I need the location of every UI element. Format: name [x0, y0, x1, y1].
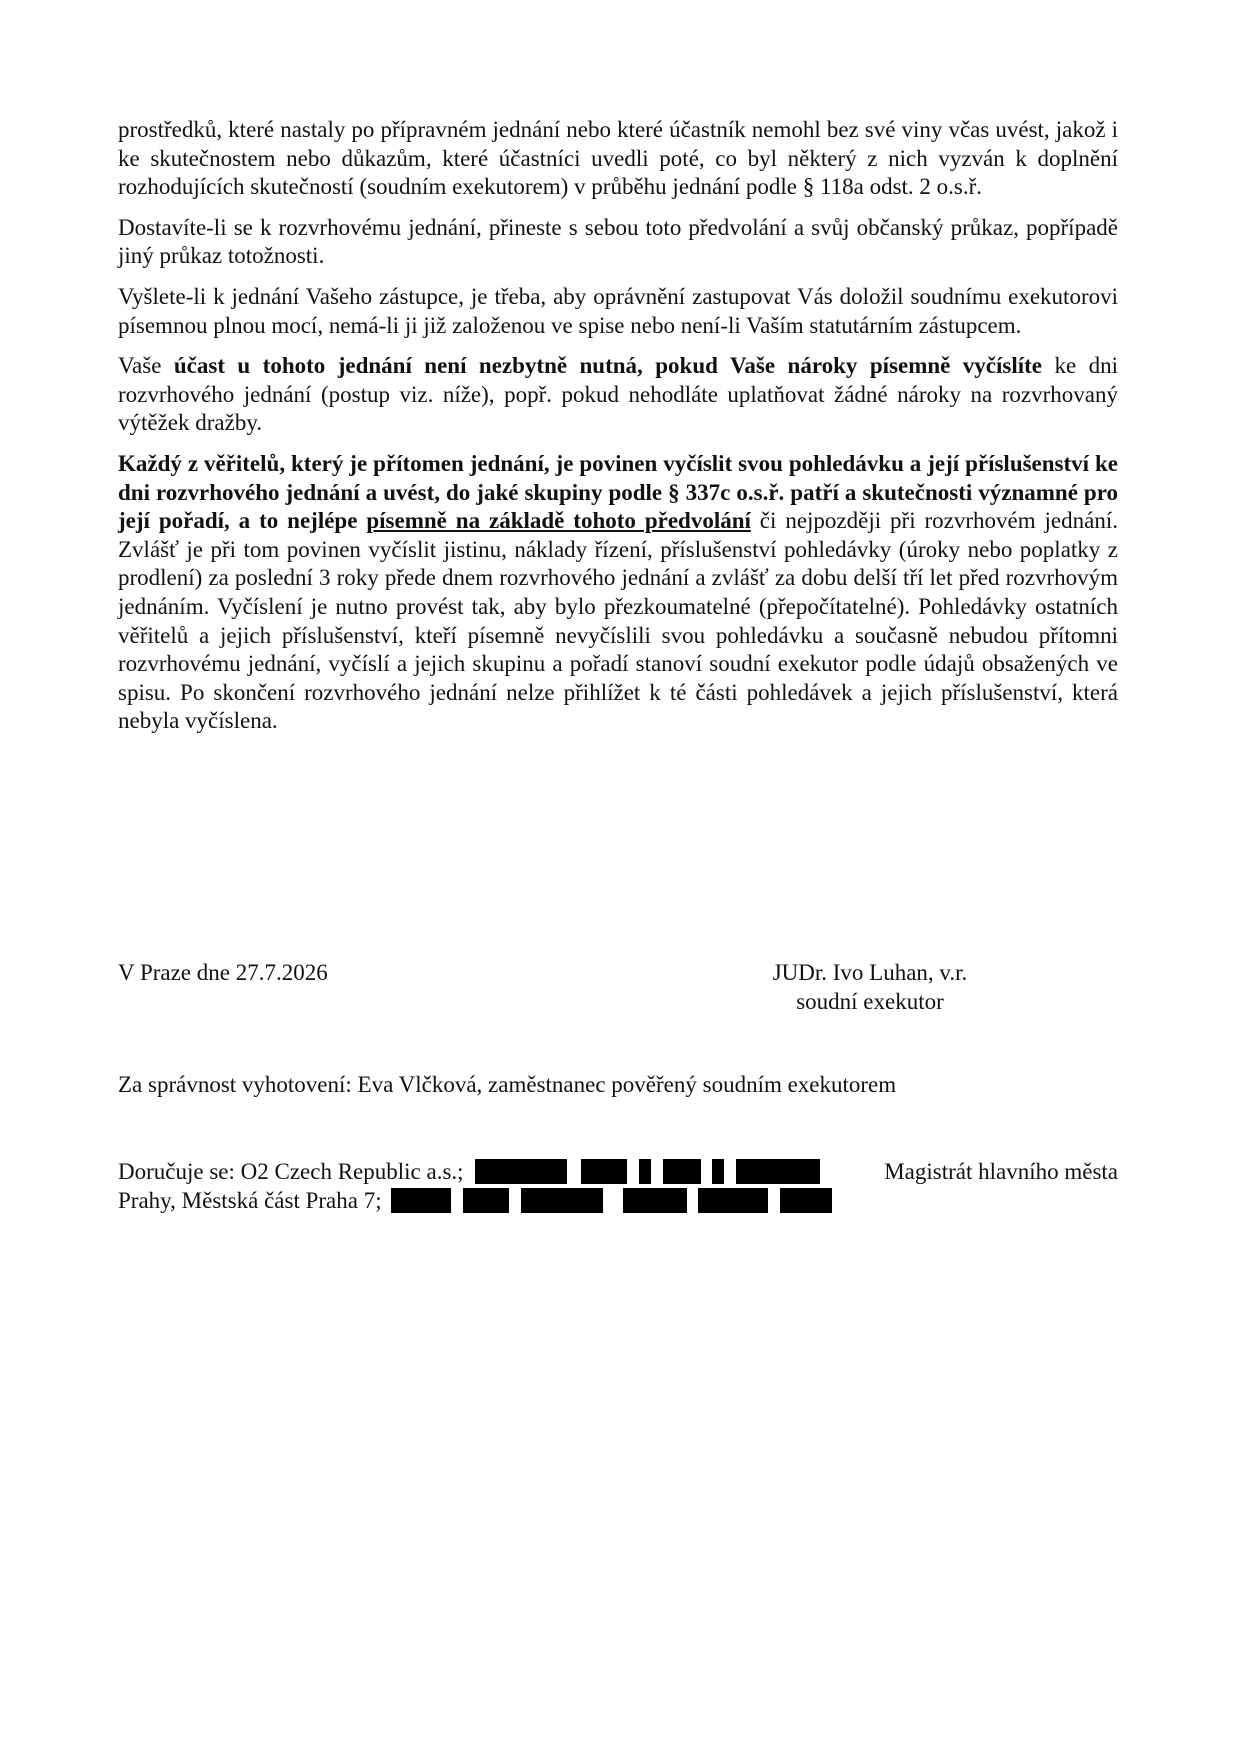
redaction-box — [663, 1159, 701, 1184]
creditors-text-bold: Každý z věřitelů, který je přítomen jednání, je povinen vyčíslit svou pohledávku a její příslušenství ke dni rozvrhového jednání a uvést, do jaké skupiny podle § 337c o.s.ř. patří a skutečnosti významné pro její pořadí, a to nejlépe — [118, 450, 1118, 534]
redaction-box — [623, 1188, 687, 1213]
delivery-line-1 — [118, 1158, 1118, 1187]
delivery-line-2 — [118, 1187, 1118, 1216]
redaction-box — [639, 1159, 651, 1184]
redaction-box — [391, 1188, 451, 1213]
delivery-recipient-1: Doručuje se: O2 Czech Republic a.s.; — [118, 1159, 464, 1184]
redaction-box — [475, 1159, 567, 1184]
signatory-name: JUDr. Ivo Luhan, v.r. — [772, 960, 968, 985]
place-and-date: V Praze dne 27.7.2026 — [118, 960, 328, 985]
redaction-box — [712, 1159, 724, 1184]
redaction-box — [581, 1159, 627, 1184]
participation-text-a: Vaše — [118, 353, 174, 379]
redaction-box — [698, 1188, 768, 1213]
paragraph-deadlines: prostředků, které nastaly po přípravném jednání nebo které účastník nemohl bez své viny včas uvést, jakož i ke skutečnostem nebo důkazům, které účastníci uvedli poté, co byl některý z nich vyzván k doplnění rozhodujících skutečností (soudním exekutorem) v průběhu jednání podle § 118a odst. 2 o.s.ř. — [118, 117, 1118, 200]
delivery-list — [118, 1158, 1118, 1215]
paragraph-participation — [118, 352, 1118, 438]
creditors-text-underlined: písemně na základě tohoto předvolání — [366, 508, 751, 534]
delivery-recipient-2: Magistrát hlavního města — [884, 1159, 1118, 1184]
participation-text-bold: účast u tohoto jednání není nezbytně nutná, pokud Vaše nároky písemně vyčíslíte — [173, 353, 1042, 379]
signatory — [750, 958, 990, 1016]
participation-text-c: ke dni rozvrhového jednání (postup viz. níže), popř. pokud nehodláte uplatňovat žádné nároky na rozvrhovaný výtěžek dražby. — [118, 353, 1118, 436]
redaction-box — [463, 1188, 509, 1213]
redaction-box — [780, 1188, 832, 1213]
redaction-box — [521, 1188, 603, 1213]
paragraph-attendance: Dostavíte-li se k rozvrhovému jednání, přineste s sebou toto předvolání a svůj občanský průkaz, popřípadě jiný průkaz totožnosti. — [118, 214, 1118, 269]
signatory-role: soudní exekutor — [796, 989, 944, 1014]
document-body — [118, 116, 1118, 748]
paragraph-creditors — [118, 450, 1118, 736]
delivery-recipient-2-cont: Prahy, Městská část Praha 7; — [118, 1187, 382, 1213]
redaction-box — [736, 1159, 820, 1184]
paragraph-representative: Vyšlete-li k jednání Vašeho zástupce, je třeba, aby oprávnění zastupovat Vás doložil soudnímu exekutorovi písemnou plnou mocí, nemá-li ji již založenou ve spise nebo není-li Vaším statutárním zástupcem. — [118, 283, 1118, 338]
creditors-text-rest: či nejpozději při rozvrhovém jednání. Zvlášť je při tom povinen vyčíslit jistinu, náklady řízení, příslušenství pohledávky (úroky nebo poplatky z prodlení) za poslední 3 roky přede dnem rozvrhového jednání a zvlášť za dobu delší tří let před rozvrhovým jednáním. Vyčíslení je nutno provést tak, aby bylo přezkoumatelné (přepočítatelné). Pohledávky ostatních věřitelů a jejich příslušenství, kteří písemně nevyčíslili svou pohledávku a současně nebudou přítomni rozvrhovému jednání, vyčíslí a jejich skupinu a pořadí stanoví soudní exekutor podle údajů obsažených ve spisu. Po skončení rozvrhového jednání nelze přihlížet k té části pohledávek a jejich příslušenství, která nebyla vyčíslena. — [118, 508, 1118, 734]
certification-line: Za správnost vyhotovení: Eva Vlčková, zaměstnanec pověřený soudním exekutorem — [118, 1072, 897, 1097]
